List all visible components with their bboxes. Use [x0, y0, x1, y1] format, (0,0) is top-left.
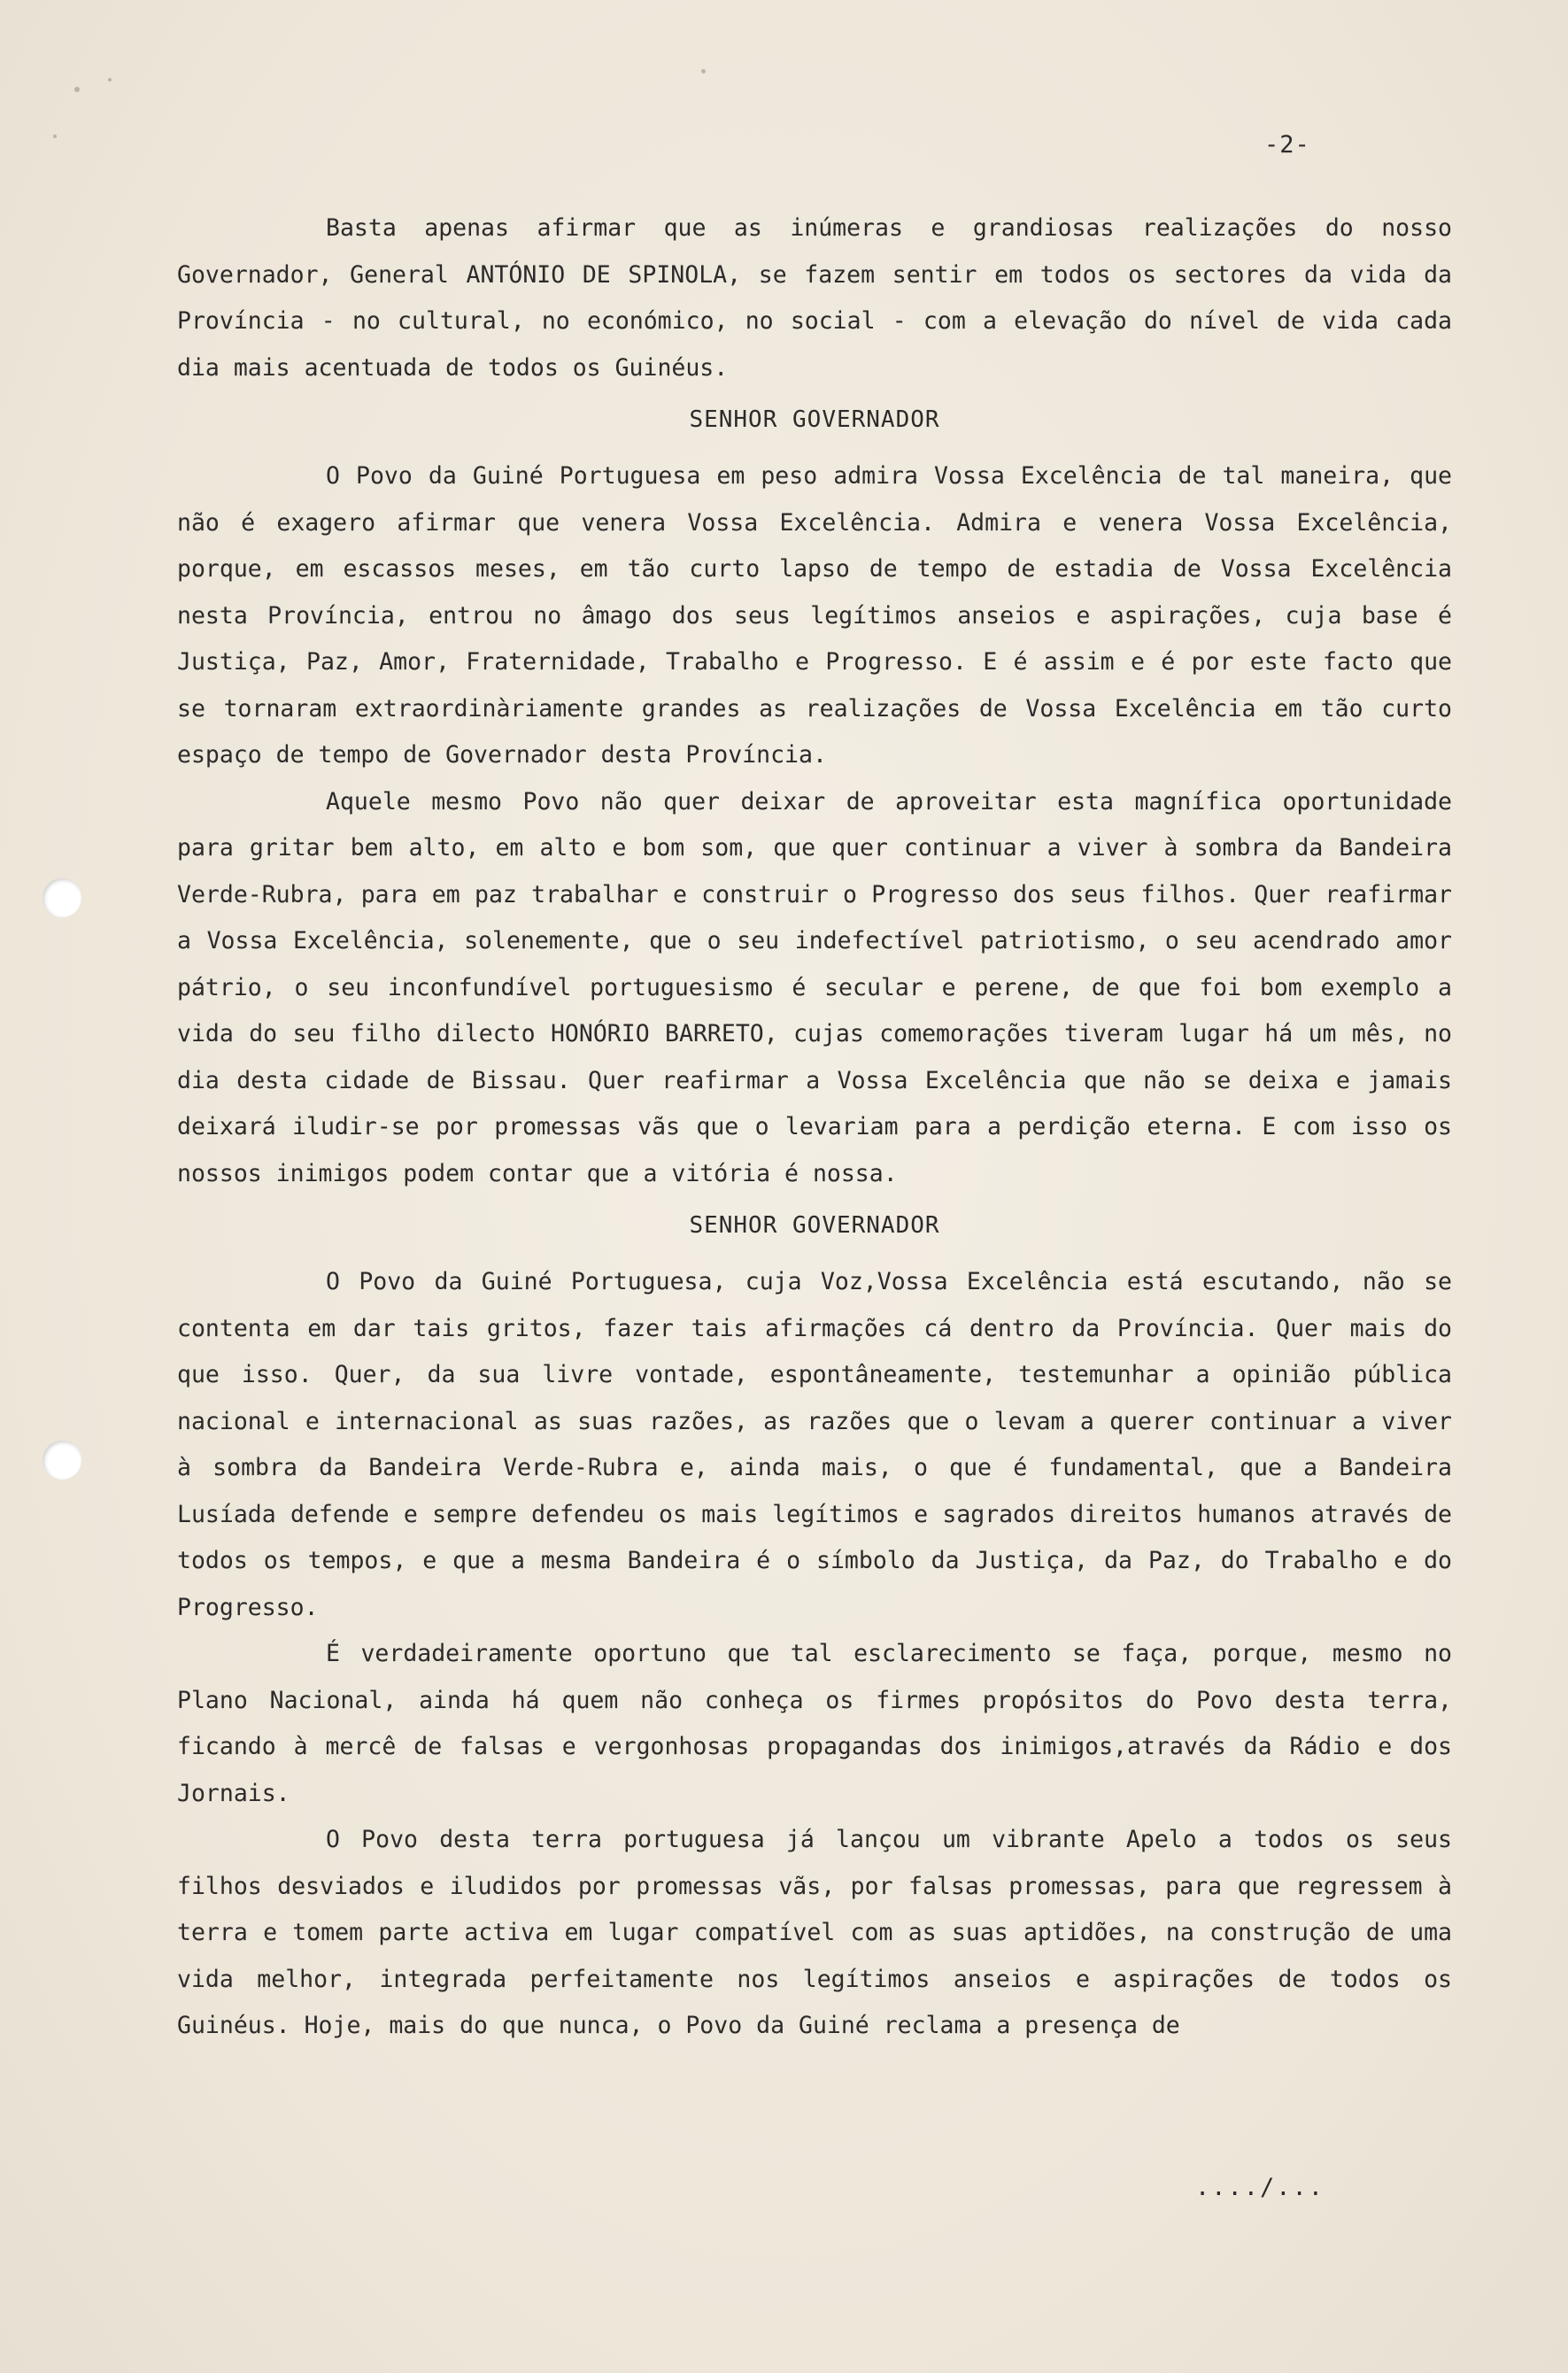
paragraph-5-text: É verdadeiramente oportuno que tal esclarecimento se faça, porque, mesmo no Plano Nacional, ainda há quem não conheça os firmes propósitos do Povo desta terra, ficando à mercê de falsas e vergonhosas propagandas dos inimigos,através da Rádio e dos Jornais. [177, 1640, 1452, 1807]
paragraph-3 [177, 779, 1452, 1198]
paragraph-6-text: O Povo desta terra portuguesa já lançou um vibrante Apelo a todos os seus filhos desviados e iludidos por promessas vãs, por falsas promessas, para que regressem à terra e tomem parte activa em lugar compatível com as suas aptidões, na construção de uma vida melhor, integrada perfeitamente nos legítimos anseios e aspirações de todos os Guinéus. Hoje, mais do que nunca, o Povo da Guiné reclama a presença de [177, 1826, 1452, 2039]
paragraph-2 [177, 453, 1452, 779]
paragraph-6 [177, 1817, 1452, 2050]
paper-speck [108, 78, 112, 81]
punch-hole-lower [42, 1441, 81, 1480]
paper-speck [53, 135, 57, 138]
page-number: -2- [1264, 131, 1310, 158]
section-heading-1: SENHOR GOVERNADOR [689, 406, 940, 433]
continuation-mark: ..../... [1195, 2174, 1325, 2201]
paragraph-2-text: O Povo da Guiné Portuguesa em peso admira Vossa Excelência de tal maneira, que não é exagero afirmar que venera Vossa Excelência. Admira e venera Vossa Excelência, porque, em escassos meses, em tão curto lapso de tempo de estadia de Vossa Excelência nesta Província, entrou no âmago dos seus legítimos anseios e aspirações, cuja base é Justiça, Paz, Amor, Fraternidade, Trabalho e Progresso. E é assim e é por este facto que se tornaram extraordinàriamente grandes as realizações de Vossa Excelência em tão curto espaço de tempo de Governador desta Província. [177, 462, 1452, 769]
punch-hole-upper [42, 878, 81, 917]
paragraph-4 [177, 1259, 1452, 1631]
paragraph-5 [177, 1631, 1452, 1817]
section-heading-2: SENHOR GOVERNADOR [689, 1212, 940, 1239]
paragraph-4-text: O Povo da Guiné Portuguesa, cuja Voz,Vossa Excelência está escutando, não se contenta em dar tais gritos, fazer tais afirmações cá dentro da Província. Quer mais do que isso. Quer, da sua livre vontade, espontâneamente, testemunhar a opinião pública nacional e internacional as suas razões, as razões que o levam a querer continuar a viver à sombra da Bandeira Verde-Rubra e, ainda mais, o que é fundamental, que a Bandeira Lusíada defende e sempre defendeu os mais legítimos e sagrados direitos humanos através de todos os tempos, e que a mesma Bandeira é o símbolo da Justiça, da Paz, do Trabalho e do Progresso. [177, 1268, 1452, 1621]
paper-speck [74, 87, 80, 92]
paragraph-3-text: Aquele mesmo Povo não quer deixar de aproveitar esta magnífica oportunidade para gritar bem alto, em alto e bom som, que quer continuar a viver à sombra da Bandeira Verde-Rubra, para em paz trabalhar e construir o Progresso dos seus filhos. Quer reafirmar a Vossa Excelência, solenemente, que o seu indefectível patriotismo, o seu acendrado amor pátrio, o seu inconfundível portuguesismo é secular e perene, de que foi bom exemplo a vida do seu filho dilecto HONÓRIO BARRETO, cujas comemorações tiveram lugar há um mês, no dia desta cidade de Bissau. Quer reafirmar a Vossa Excelência que não se deixa e jamais deixará iludir-se por promessas vãs que o levariam para a perdição eterna. E com isso os nossos inimigos podem contar que a vitória é nossa. [177, 787, 1452, 1187]
paragraph-1 [177, 205, 1452, 391]
paper-speck [701, 69, 706, 73]
paragraph-1-text: Basta apenas afirmar que as inúmeras e grandiosas realizações do nosso Governador, General ANTÓNIO DE SPINOLA, se fazem sentir em todos os sectores da vida da Província - no cultural, no económico, no social - com a elevação do nível de vida cada dia mais acentuada de todos os Guinéus. [177, 214, 1452, 382]
document-body [177, 205, 1452, 2050]
